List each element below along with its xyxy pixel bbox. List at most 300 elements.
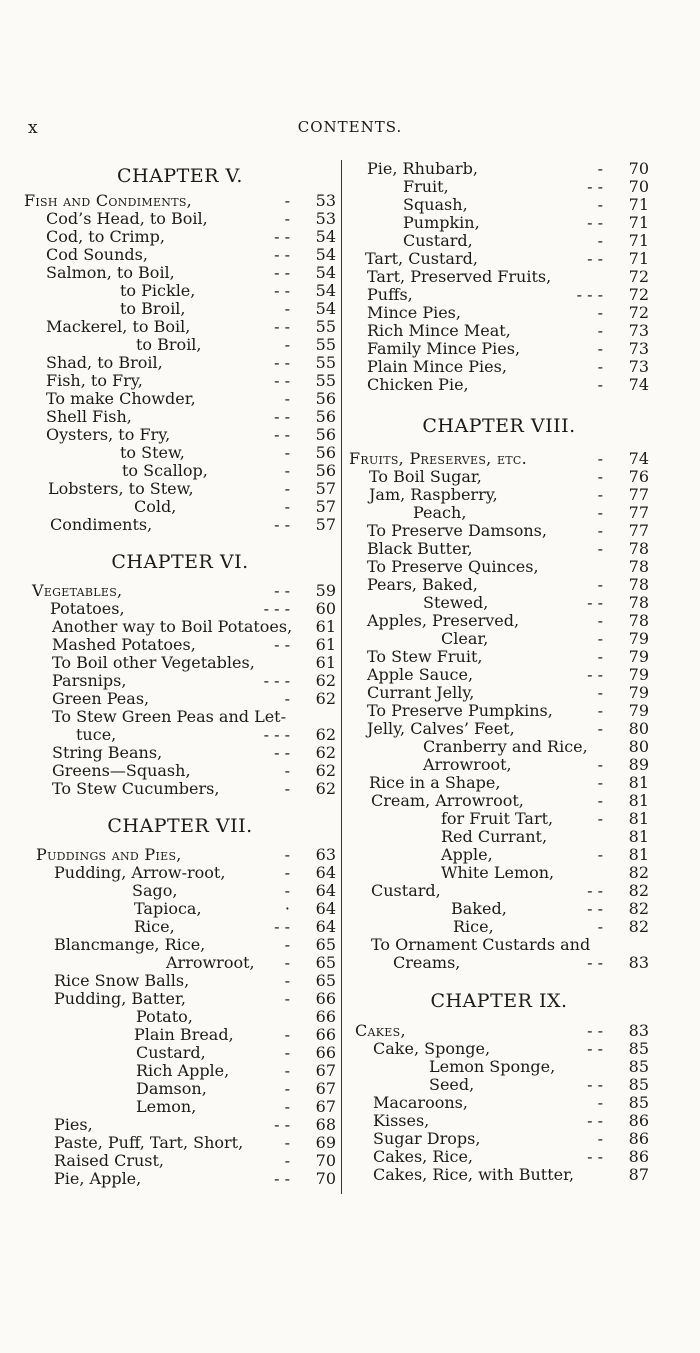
leader-dashes: - [597,375,603,394]
leader-dashes: - [597,339,603,358]
page-ref: 79 [628,665,649,684]
leader-dashes: - [597,575,603,594]
entry-title: String Beans, [52,743,163,762]
page-ref: 57 [315,497,336,516]
leader-dashes: - [284,971,290,990]
entry-title: Tapioca, [134,899,202,918]
leader-dashes: - - [274,515,290,534]
entry-title: Pudding, Batter, [54,989,186,1008]
entry-title: Rice, [453,917,494,936]
toc-entry [24,708,336,726]
toc-entry [349,756,649,774]
page-ref: 77 [628,503,649,522]
entry-title: Vegetables, [32,581,123,600]
leader-dashes: - - [587,953,603,972]
toc-entry [24,600,336,618]
toc-entry [349,612,649,630]
leader-dashes: - [284,863,290,882]
leader-dashes: - - [274,1115,290,1134]
toc-entry [24,192,336,210]
leader-dashes: - - [274,245,290,264]
leader-dashes: - [284,443,290,462]
toc-entry [349,954,649,972]
toc-entry [24,1152,336,1170]
leader-dashes: - [597,791,603,810]
entry-title: Rich Apple, [136,1061,230,1080]
entry-title: Rice in a Shape, [369,773,501,792]
entry-title: Shell Fish, [46,407,132,426]
page-ref: 74 [628,375,649,394]
entry-title: Cake, Sponge, [373,1039,491,1058]
page-ref: 62 [315,743,336,762]
toc-entry [24,864,336,882]
entry-title: Cakes, Rice, [373,1147,474,1166]
entry-title: Stewed, [423,593,489,612]
page-ref: 54 [315,299,336,318]
toc-entry [24,228,336,246]
entry-title: Creams, [393,953,461,972]
entry-title: Puddings and Pies, [36,845,182,864]
page-ref: 78 [628,575,649,594]
leader-dashes: - [284,1133,290,1152]
page-ref: 64 [315,899,336,918]
toc-entry [349,468,649,486]
entry-title: Plain Bread, [134,1025,234,1044]
chapter-heading: CHAPTER VIII. [422,415,576,437]
leader-dashes: - - - [576,285,603,304]
entry-title: Pumpkin, [403,213,480,232]
toc-entry [24,1080,336,1098]
entry-title: Blancmange, Rice, [54,935,206,954]
page-ref: 80 [628,737,649,756]
toc-entry [349,214,649,232]
toc-entry [349,774,649,792]
toc-entry [349,232,649,250]
page-ref: 74 [628,449,649,468]
leader-dashes: - - - [263,725,290,744]
page-ref: 78 [628,611,649,630]
page-ref: 56 [315,425,336,444]
toc-entry [24,990,336,1008]
entry-title: Lemon Sponge, [429,1057,556,1076]
toc-entry [349,936,649,954]
toc-entry [24,444,336,462]
toc-entry [24,726,336,744]
entry-title: Apple Sauce, [367,665,474,684]
leader-dashes: · [284,899,290,918]
page-ref: 85 [628,1039,649,1058]
page-ref: 82 [628,881,649,900]
toc-entry [349,792,649,810]
toc-entry [24,1134,336,1152]
leader-dashes: - [597,917,603,936]
leader-dashes: - [597,303,603,322]
page-ref: 89 [628,755,649,774]
page-ref: 79 [628,701,649,720]
leader-dashes: - - [274,581,290,600]
leader-dashes: - [597,485,603,504]
entry-title: Apple, [441,845,493,864]
toc-entry [349,160,649,178]
leader-dashes: - - [587,177,603,196]
leader-dashes: - [597,1093,603,1112]
entry-title: Cream, Arrowroot, [371,791,524,810]
toc-entry [349,918,649,936]
entry-title: Fruits, Preserves, etc. [349,449,528,468]
leader-dashes: - [284,1061,290,1080]
toc-entry [24,426,336,444]
entry-title: Fish, to Fry, [46,371,143,390]
entry-title: Arrowroot, [166,953,255,972]
toc-entry [349,250,649,268]
page-ref: 56 [315,443,336,462]
page-ref: 54 [315,281,336,300]
entry-title: Custard, [403,231,473,250]
entry-title: Mashed Potatoes, [52,635,196,654]
leader-dashes: - - [587,213,603,232]
page-ref: 54 [315,245,336,264]
leader-dashes: - [597,195,603,214]
page-ref: 79 [628,629,649,648]
entry-title: Sago, [132,881,178,900]
toc-entry [349,376,649,394]
leader-dashes: - - [274,743,290,762]
toc-entry [24,846,336,864]
page-ref: 65 [315,953,336,972]
leader-dashes: - [284,191,290,210]
entry-title: Family Mince Pies, [367,339,521,358]
entry-title: Cold, [134,497,177,516]
page-ref: 78 [628,557,649,576]
toc-entry [24,1026,336,1044]
page-ref: 82 [628,899,649,918]
page-ref: 73 [628,321,649,340]
page-ref: 70 [315,1151,336,1170]
entry-title: to Stew, [120,443,185,462]
leader-dashes: - [597,159,603,178]
entry-title: Salmon, to Boil, [46,263,175,282]
toc-entry [349,882,649,900]
page-ref: 55 [315,353,336,372]
leader-dashes: - - [274,263,290,282]
page-ref: 70 [628,159,649,178]
entry-title: Greens—Squash, [52,761,191,780]
toc-entry [24,636,336,654]
entry-title: Seed, [429,1075,475,1094]
entry-title: Rich Mince Meat, [367,321,511,340]
toc-entry [349,828,649,846]
entry-title: to Broil, [120,299,186,318]
page-ref: 53 [315,209,336,228]
entry-title: Pie, Rhubarb, [367,159,478,178]
toc-entry [24,282,336,300]
toc-entry [24,372,336,390]
leader-dashes: - [597,357,603,376]
toc-entry [24,318,336,336]
page-ref: 61 [315,635,336,654]
leader-dashes: - - - [263,599,290,618]
page-ref: 53 [315,191,336,210]
toc-entry [24,480,336,498]
page-ref: 86 [628,1129,649,1148]
leader-dashes: - - [587,1039,603,1058]
entry-title: Cod Sounds, [46,245,148,264]
leader-dashes: - - [274,917,290,936]
page-ref: 73 [628,339,649,358]
leader-dashes: - - [274,227,290,246]
page-ref: 57 [315,479,336,498]
entry-title: Sugar Drops, [373,1129,481,1148]
entry-title: Jelly, Calves’ Feet, [367,719,515,738]
toc-entry [24,300,336,318]
chapter-heading: CHAPTER V. [117,165,243,187]
leader-dashes: - [597,611,603,630]
toc-entry [24,582,336,600]
page-ref: 78 [628,593,649,612]
entry-title: To Stew Fruit, [367,647,483,666]
toc-entry [349,594,649,612]
leader-dashes: - [597,719,603,738]
page-ref: 54 [315,227,336,246]
entry-title: Lobsters, to Stew, [48,479,194,498]
leader-dashes: - [284,779,290,798]
toc-entry [349,738,649,756]
leader-dashes: - - [587,249,603,268]
page-ref: 80 [628,719,649,738]
page-ref: 62 [315,671,336,690]
page-ref: 81 [628,809,649,828]
page-ref: 65 [315,935,336,954]
page-ref: 62 [315,725,336,744]
chapter-heading: CHAPTER VII. [107,815,253,837]
toc-entry [24,672,336,690]
page-ref: 79 [628,647,649,666]
page-ref: 85 [628,1057,649,1076]
toc-entry [24,210,336,228]
toc-entry [24,516,336,534]
page-ref: 64 [315,917,336,936]
page-ref: 54 [315,263,336,282]
leader-dashes: - - [587,1075,603,1094]
toc-entry [349,846,649,864]
entry-title: Pie, Apple, [54,1169,142,1188]
entry-title: to Broil, [136,335,202,354]
page-ref: 81 [628,791,649,810]
entry-title: Tart, Custard, [365,249,478,268]
entry-title: Mackerel, to Boil, [46,317,191,336]
leader-dashes: - [284,209,290,228]
toc-entry [24,264,336,282]
leader-dashes: - [597,1129,603,1148]
entry-title: Fish and Condiments, [24,191,193,210]
chapter-heading: CHAPTER VI. [111,551,249,573]
entry-title: Green Peas, [52,689,150,708]
entry-title: To Stew Green Peas and Let- [52,707,286,726]
page-ref: 67 [315,1061,336,1080]
leader-dashes: - - - [263,671,290,690]
left-column [24,160,336,1188]
right-column [349,160,649,1184]
toc-entry [349,286,649,304]
entry-title: Arrowroot, [423,755,512,774]
page-ref: 59 [315,581,336,600]
page-ref: 64 [315,881,336,900]
entry-title: Cakes, [355,1021,406,1040]
leader-dashes: - [284,389,290,408]
toc-entry [24,1116,336,1134]
leader-dashes: - - [274,353,290,372]
page-ref: 66 [315,1025,336,1044]
entry-title: Cranberry and Rice, [423,737,588,756]
page-ref: 72 [628,285,649,304]
leader-dashes: - - [274,407,290,426]
leader-dashes: - - [274,281,290,300]
running-head: CONTENTS. [297,118,403,136]
toc-entry [349,864,649,882]
page-ref: 83 [628,953,649,972]
page-ref: 66 [315,1007,336,1026]
page-ref: 56 [315,407,336,426]
toc-entry [24,900,336,918]
leader-dashes: - [597,467,603,486]
toc-entry [349,558,649,576]
page-ref: 81 [628,827,649,846]
toc-entry [24,1008,336,1026]
toc-entry [24,246,336,264]
entry-title: To Preserve Damsons, [367,521,547,540]
toc-entry [349,684,649,702]
entry-title: To Ornament Custards and [371,935,591,954]
leader-dashes: - - [274,371,290,390]
leader-dashes: - [597,647,603,666]
page-ref: 69 [315,1133,336,1152]
toc-entry [349,1130,649,1148]
column-divider [341,160,342,1194]
entry-title: To Boil Sugar, [369,467,482,486]
page-ref: 62 [315,761,336,780]
entry-title: To Boil other Vegetables, [52,653,255,672]
entry-title: Rice, [134,917,175,936]
toc-entry [24,336,336,354]
page-ref: 70 [628,177,649,196]
entry-title: Cod’s Head, to Boil, [46,209,208,228]
page-ref: 56 [315,461,336,480]
toc-entry [24,918,336,936]
entry-title: Oysters, to Fry, [46,425,171,444]
entry-title: To Preserve Pumpkins, [367,701,553,720]
toc-entry [24,936,336,954]
toc-entry [349,1112,649,1130]
leader-dashes: - [284,1097,290,1116]
page-ref: 55 [315,317,336,336]
leader-dashes: - - [587,593,603,612]
page-ref: 73 [628,357,649,376]
page-ref: 56 [315,389,336,408]
page-ref: 83 [628,1021,649,1040]
chapter-heading: CHAPTER IX. [430,990,568,1012]
page-ref: 60 [315,599,336,618]
entry-title: to Pickle, [120,281,196,300]
page-ref: 70 [315,1169,336,1188]
entry-title: Mince Pies, [367,303,461,322]
leader-dashes: - [597,755,603,774]
toc-entry [349,810,649,828]
toc-entry [349,702,649,720]
page-ref: 82 [628,863,649,882]
page-ref: 87 [628,1165,649,1184]
page-ref: 78 [628,539,649,558]
toc-entry [349,504,649,522]
toc-entry [24,1062,336,1080]
toc-entry [24,390,336,408]
page-ref: 71 [628,195,649,214]
toc-entry [24,780,336,798]
page-ref: 67 [315,1097,336,1116]
toc-entry [349,900,649,918]
page-ref: 57 [315,515,336,534]
leader-dashes: - - [587,1021,603,1040]
toc-entry [349,630,649,648]
entry-title: To make Chowder, [46,389,196,408]
toc-entry [24,954,336,972]
page-ref: 81 [628,845,649,864]
leader-dashes: - [597,809,603,828]
page-ref: 77 [628,521,649,540]
toc-entry [349,1058,649,1076]
leader-dashes: - [284,989,290,1008]
page-ref: 55 [315,371,336,390]
toc-entry [24,972,336,990]
page-ref: 62 [315,689,336,708]
toc-entry [24,654,336,672]
entry-title: Puffs, [367,285,413,304]
leader-dashes: - - [274,1169,290,1188]
page-ref: 61 [315,653,336,672]
leader-dashes: - [284,497,290,516]
leader-dashes: - [597,845,603,864]
entry-title: for Fruit Tart, [441,809,554,828]
entry-title: Baked, [451,899,507,918]
page-ref: 86 [628,1147,649,1166]
toc-entry [349,196,649,214]
leader-dashes: - - [274,635,290,654]
entry-title: Pears, Baked, [367,575,478,594]
page-ref: 71 [628,213,649,232]
entry-title: Lemon, [136,1097,197,1116]
entry-title: Black Butter, [367,539,473,558]
leader-dashes: - - [274,317,290,336]
entry-title: Potatoes, [50,599,125,618]
toc-entry [24,618,336,636]
toc-entry [349,178,649,196]
entry-title: Peach, [413,503,467,522]
leader-dashes: - [597,503,603,522]
leader-dashes: - - [587,899,603,918]
entry-title: Clear, [441,629,489,648]
entry-title: Red Currant, [441,827,548,846]
entry-title: Apples, Preserved, [367,611,520,630]
toc-entry [24,1044,336,1062]
toc-entry [349,486,649,504]
leader-dashes: - [284,461,290,480]
leader-dashes: - [597,321,603,340]
entry-title: Another way to Boil Potatoes, [52,617,293,636]
toc-entry [24,462,336,480]
toc-entry [349,322,649,340]
leader-dashes: - - [587,881,603,900]
leader-dashes: - - [274,425,290,444]
entry-title: Tart, Preserved Fruits, [367,267,552,286]
